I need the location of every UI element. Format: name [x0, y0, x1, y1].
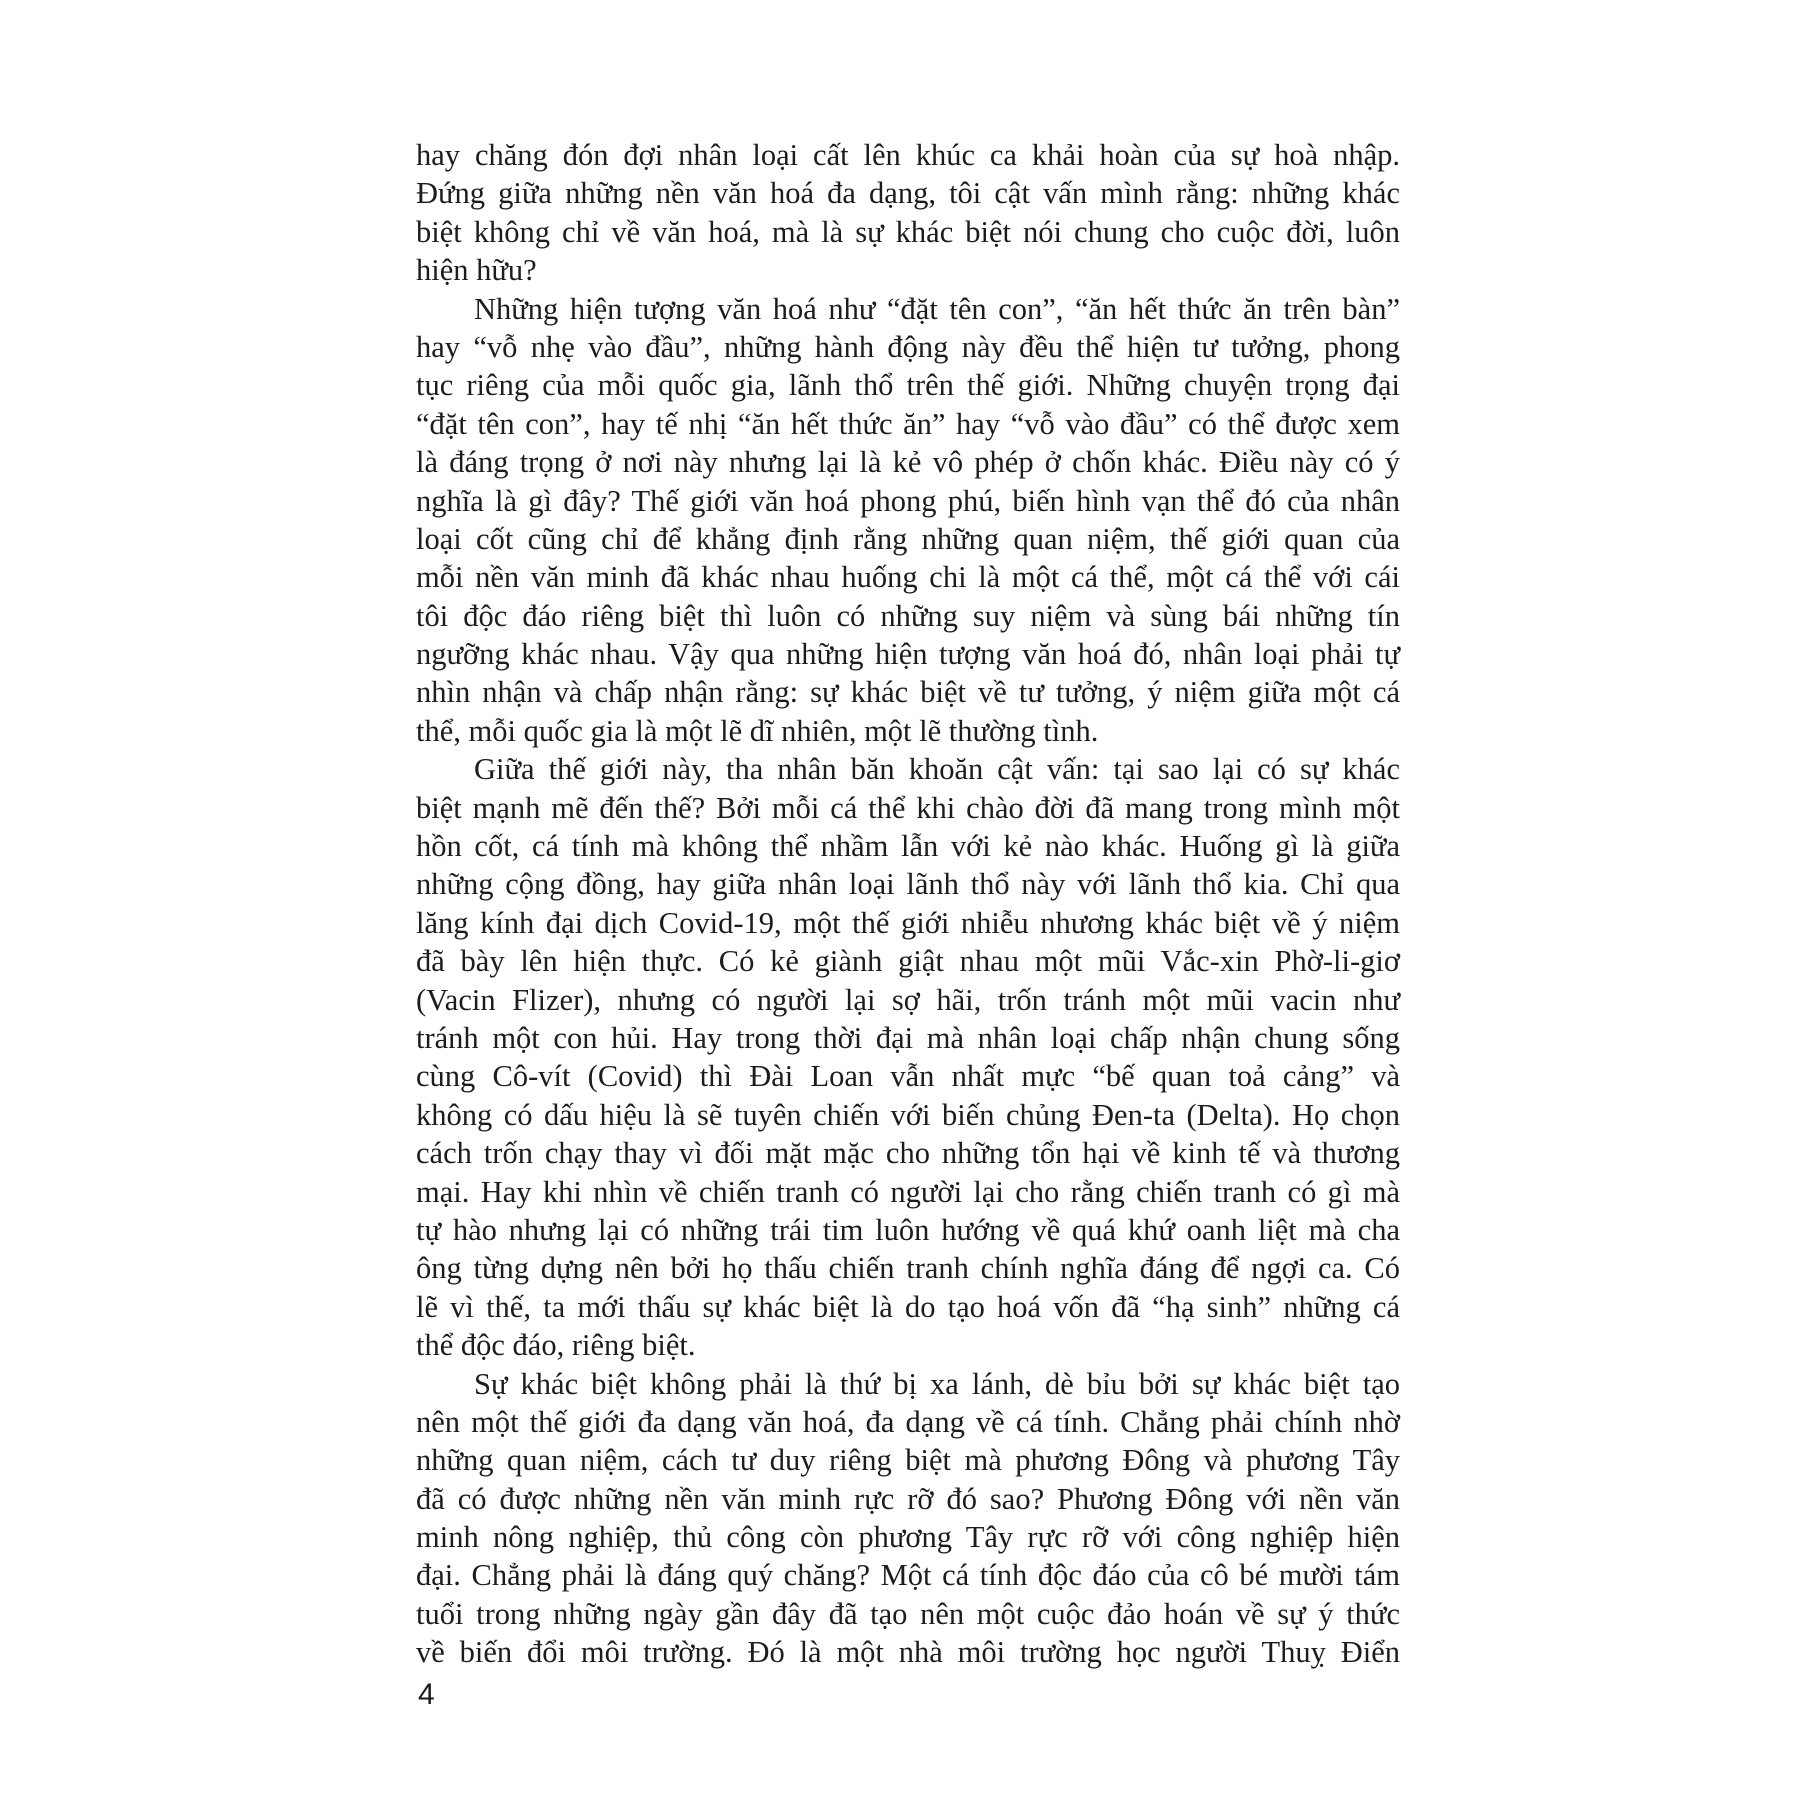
text-line: những quan niệm, cách tư duy riêng biệt mà phương Đông và phương Tây — [416, 1443, 1400, 1478]
text-line: đã bày lên hiện thực. Có kẻ giành giật nhau một mũi Vắc-xin Phờ-li-giơ — [416, 944, 1400, 979]
text-line: nghĩa là gì đây? Thế giới văn hoá phong phú, biến hình vạn thể đó của nhân — [416, 483, 1400, 518]
text-line: cách trốn chạy thay vì đối mặt mặc cho những tổn hại về kinh tế và thương — [416, 1136, 1400, 1171]
text-line: tránh một con hủi. Hay trong thời đại mà nhân loại chấp nhận chung sống — [416, 1020, 1400, 1055]
paragraph — [416, 1365, 1400, 1672]
text-line: thể, mỗi quốc gia là một lẽ dĩ nhiên, một lẽ thường tình. — [416, 713, 1099, 748]
text-line: những cộng đồng, hay giữa nhân loại lãnh thổ này với lãnh thổ kia. Chỉ qua — [416, 867, 1400, 902]
text-line: nhìn nhận và chấp nhận rằng: sự khác biệt về tư tưởng, ý niệm giữa một cá — [416, 675, 1400, 710]
text-line: Giữa thế giới này, tha nhân băn khoăn cật vấn: tại sao lại có sự khác — [474, 752, 1400, 787]
body-text — [416, 136, 1400, 1672]
text-line: loại cốt cũng chỉ để khẳng định rằng những quan niệm, thế giới quan của — [416, 521, 1400, 556]
text-line: không có dấu hiệu là sẽ tuyên chiến với biến chủng Đen-ta (Delta). Họ chọn — [416, 1097, 1400, 1132]
text-line: hay chăng đón đợi nhân loại cất lên khúc ca khải hoàn của sự hoà nhập. — [416, 138, 1400, 172]
text-line: nên một thế giới đa dạng văn hoá, đa dạng về cá tính. Chẳng phải chính nhờ — [416, 1404, 1400, 1439]
paragraph — [416, 290, 1400, 751]
text-line: ông từng dựng nên bởi họ thấu chiến tranh chính nghĩa đáng để ngợi ca. Có — [416, 1251, 1400, 1286]
text-line: đã có được những nền văn minh rực rỡ đó sao? Phương Đông với nền văn — [416, 1481, 1400, 1516]
text-line: ngưỡng khác nhau. Vậy qua những hiện tượng văn hoá đó, nhân loại phải tự — [416, 637, 1400, 672]
text-line: Sự khác biệt không phải là thứ bị xa lánh, dè bỉu bởi sự khác biệt tạo — [474, 1366, 1400, 1401]
paragraph — [416, 750, 1400, 1364]
text-line: cùng Cô-vít (Covid) thì Đài Loan vẫn nhất mực “bế quan toả cảng” và — [416, 1059, 1400, 1094]
text-line: thể độc đáo, riêng biệt. — [416, 1328, 696, 1363]
text-line: tục riêng của mỗi quốc gia, lãnh thổ trên thế giới. Những chuyện trọng đại — [416, 368, 1400, 403]
text-line: là đáng trọng ở nơi này nhưng lại là kẻ vô phép ở chốn khác. Điều này có ý — [416, 445, 1400, 480]
text-line: Đứng giữa những nền văn hoá đa dạng, tôi cật vấn mình rằng: những khác — [416, 176, 1400, 211]
text-line: “đặt tên con”, hay tế nhị “ăn hết thức ăn” hay “vỗ vào đầu” có thể được xem — [416, 406, 1400, 441]
page-number: 4 — [418, 1678, 435, 1711]
text-line: tự hào nhưng lại có những trái tim luôn hướng về quá khứ oanh liệt mà cha — [416, 1212, 1400, 1247]
text-line: hay “vỗ nhẹ vào đầu”, những hành động này đều thể hiện tư tưởng, phong — [416, 329, 1400, 364]
text-line: về biến đổi môi trường. Đó là một nhà môi trường học người Thuỵ Điển — [416, 1635, 1400, 1670]
text-line: biệt mạnh mẽ đến thế? Bởi mỗi cá thể khi chào đời đã mang trong mình một — [416, 790, 1400, 825]
text-line: biệt không chỉ về văn hoá, mà là sự khác biệt nói chung cho cuộc đời, luôn — [416, 214, 1400, 249]
text-line: Những hiện tượng văn hoá như “đặt tên con”, “ăn hết thức ăn trên bàn” — [474, 291, 1400, 326]
text-line: hiện hữu? — [416, 253, 537, 288]
text-line: đại. Chẳng phải là đáng quý chăng? Một cá tính độc đáo của cô bé mười tám — [416, 1558, 1400, 1593]
text-line: lẽ vì thế, ta mới thấu sự khác biệt là do tạo hoá vốn đã “hạ sinh” những cá — [416, 1289, 1400, 1324]
text-line: tuổi trong những ngày gần đây đã tạo nên một cuộc đảo hoán về sự ý thức — [416, 1596, 1400, 1631]
text-line: lăng kính đại dịch Covid-19, một thế giới nhiễu nhương khác biệt về ý niệm — [416, 905, 1400, 940]
text-line: minh nông nghiệp, thủ công còn phương Tây rực rỡ với công nghiệp hiện — [416, 1520, 1400, 1555]
paragraph — [416, 136, 1400, 290]
text-line: hồn cốt, cá tính mà không thể nhầm lẫn với kẻ nào khác. Huống gì là giữa — [416, 829, 1400, 864]
text-line: (Vacin Flizer), nhưng có người lại sợ hãi, trốn tránh một mũi vacin như — [416, 982, 1400, 1017]
text-line: mại. Hay khi nhìn về chiến tranh có người lại cho rằng chiến tranh có gì mà — [416, 1174, 1400, 1209]
text-line: tôi độc đáo riêng biệt thì luôn có những suy niệm và sùng bái những tín — [416, 598, 1400, 633]
text-line: mỗi nền văn minh đã khác nhau huống chi là một cá thể, một cá thể với cái — [416, 560, 1400, 595]
